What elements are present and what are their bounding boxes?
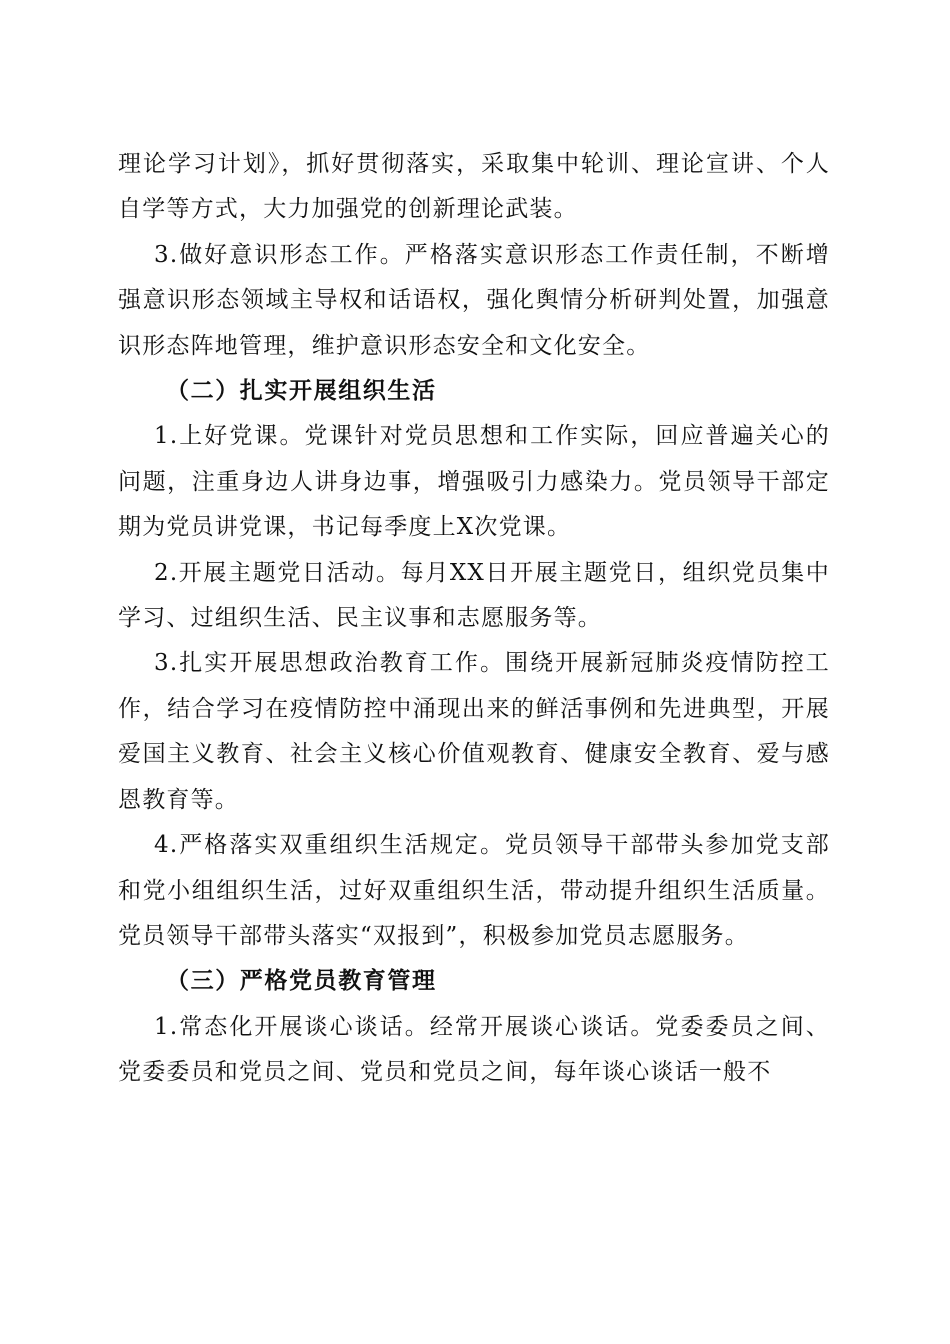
document-body xyxy=(118,142,830,1096)
paragraph-continuation: 理论学习计划》，抓好贯彻落实，采取集中轮训、理论宣讲、个人自学等方式，大力加强党的创新理论武装。 xyxy=(118,151,830,223)
section-heading-member-education: （三）严格党员教育管理 xyxy=(166,968,437,995)
paragraph-item-dual-organizational-life: 4.严格落实双重组织生活规定。党员领导干部带头参加党支部和党小组组织生活，过好双重组织生活，带动提升组织生活质量。党员领导干部带头落实“双报到”，积极参加党员志愿服务。 xyxy=(118,832,830,949)
section-heading-organizational-life: （二）扎实开展组织生活 xyxy=(166,378,437,405)
paragraph-item-heart-to-heart-talks: 1.常态化开展谈心谈话。经常开展谈心谈话。党委委员之间、党委委员和党员之间、党员和党员之间，每年谈心谈话一般不 xyxy=(118,1013,830,1086)
paragraph-item-political-education: 3.扎实开展思想政治教育工作。围绕开展新冠肺炎疫情防控工作，结合学习在疫情防控中涌现出来的鲜活事例和先进典型，开展爱国主义教育、社会主义核心价值观教育、健康安全教育、爱与感恩教育等。 xyxy=(118,650,830,813)
paragraph-item-theme-party-day: 2.开展主题党日活动。每月XX日开展主题党日，组织党员集中学习、过组织生活、民主议事和志愿服务等。 xyxy=(118,559,830,632)
paragraph-item-ideology-work: 3.做好意识形态工作。严格落实意识形态工作责任制，不断增强意识形态领域主导权和话语权，强化舆情分析研判处置，加强意识形态阵地管理，维护意识形态安全和文化安全。 xyxy=(118,241,830,359)
paragraph-item-party-lecture: 1.上好党课。党课针对党员思想和工作实际，回应普遍关心的问题，注重身边人讲身边事，增强吸引力感染力。党员领导干部定期为党员讲党课，书记每季度上X次党课。 xyxy=(118,423,830,541)
